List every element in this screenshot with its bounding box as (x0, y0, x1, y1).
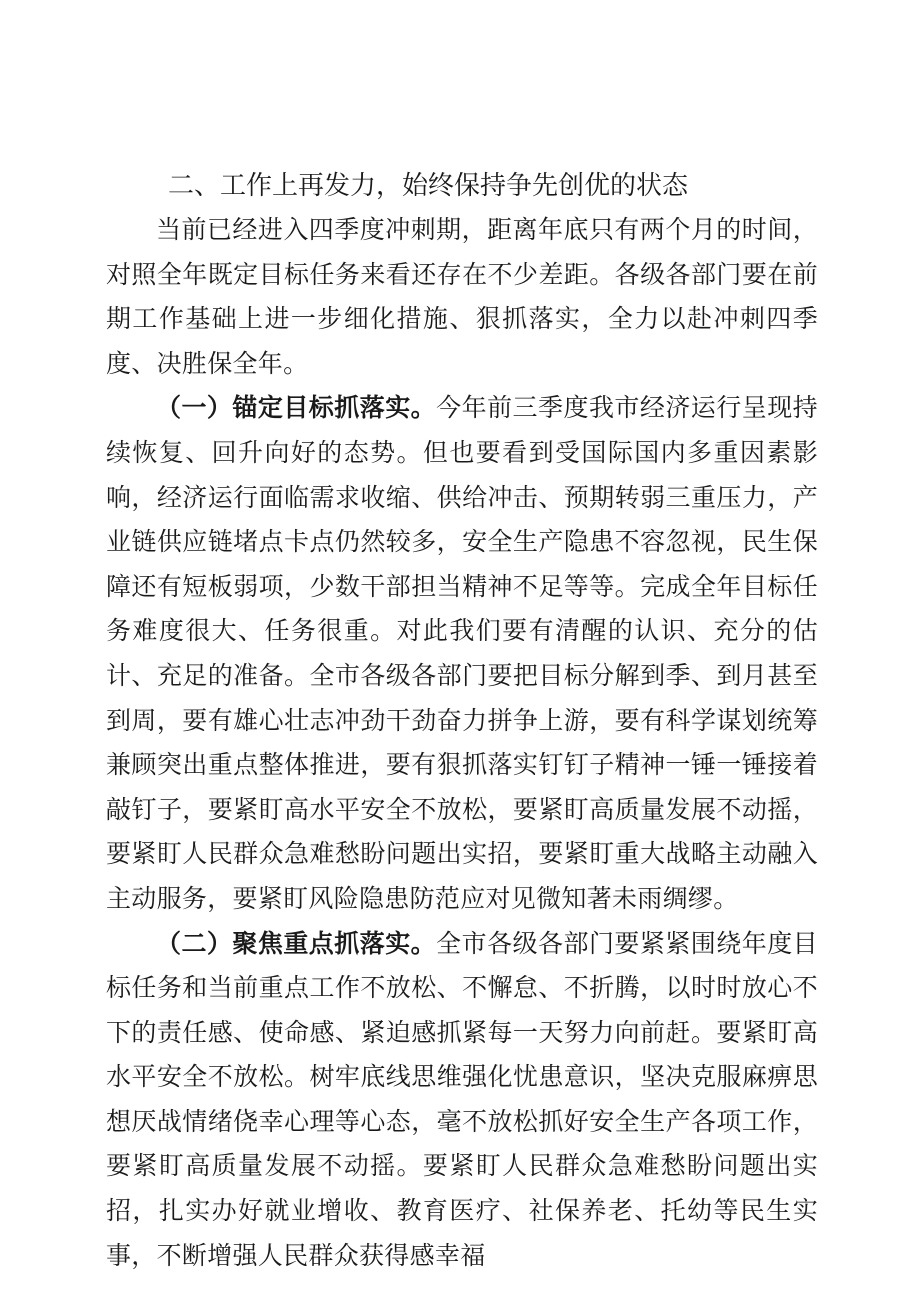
paragraph-focus-lead: （二）聚焦重点抓落实。 (156, 928, 437, 958)
paragraph-focus (106, 922, 818, 1279)
paragraph-target-lead: （一）锚定目标抓落实。 (156, 393, 437, 423)
paragraph-target (106, 386, 818, 921)
paragraph-focus-text: 全市各级各部门要紧紧围绕年度目标任务和当前重点工作不放松、不懈怠、不折腾，以时时放心不下的责任感、使命感、紧迫感抓紧每一天努力向前赶。要紧盯高水平安全不放松。树牢底线思维强化忧患意识，坚决克服麻痹思想厌战情绪侥幸心理等心态，毫不放松抓好安全生产各项工作，要紧盯高质量发展不动摇。要紧盯人民群众急难愁盼问题出实招，扎实办好就业增收、教育医疗、社保养老、托幼等民生实事，不断增强人民群众获得感幸福 (106, 928, 818, 1270)
paragraph-intro (106, 208, 818, 386)
paragraph-target-text: 今年前三季度我市经济运行呈现持续恢复、回升向好的态势。但也要看到受国际国内多重因素影响，经济运行面临需求收缩、供给冲击、预期转弱三重压力，产业链供应链堵点卡点仍然较多，安全生产隐患不容忽视，民生保障还有短板弱项，少数干部担当精神不足等等。完成全年目标任务难度很大、任务很重。对此我们要有清醒的认识、充分的估计、充足的准备。全市各级各部门要把目标分解到季、到月甚至到周，要有雄心壮志冲劲干劲奋力拼争上游，要有科学谋划统筹兼顾突出重点整体推进，要有狠抓落实钉钉子精神一锤一锤接着敲钉子，要紧盯高水平安全不放松，要紧盯高质量发展不动摇，要紧盯人民群众急难愁盼问题出实招，要紧盯重大战略主动融入主动服务，要紧盯风险隐患防范应对见微知著未雨绸缪。 (106, 393, 818, 913)
body-text (106, 208, 818, 1278)
section-heading: 二、工作上再发力，始终保持争先创优的状态 (168, 171, 689, 201)
paragraph-intro-text: 当前已经进入四季度冲刺期，距离年底只有两个月的时间，对照全年既定目标任务来看还存在不少差距。各级各部门要在前期工作基础上进一步细化措施、狠抓落实，全力以赴冲刺四季度、决胜保全年。 (106, 215, 818, 378)
